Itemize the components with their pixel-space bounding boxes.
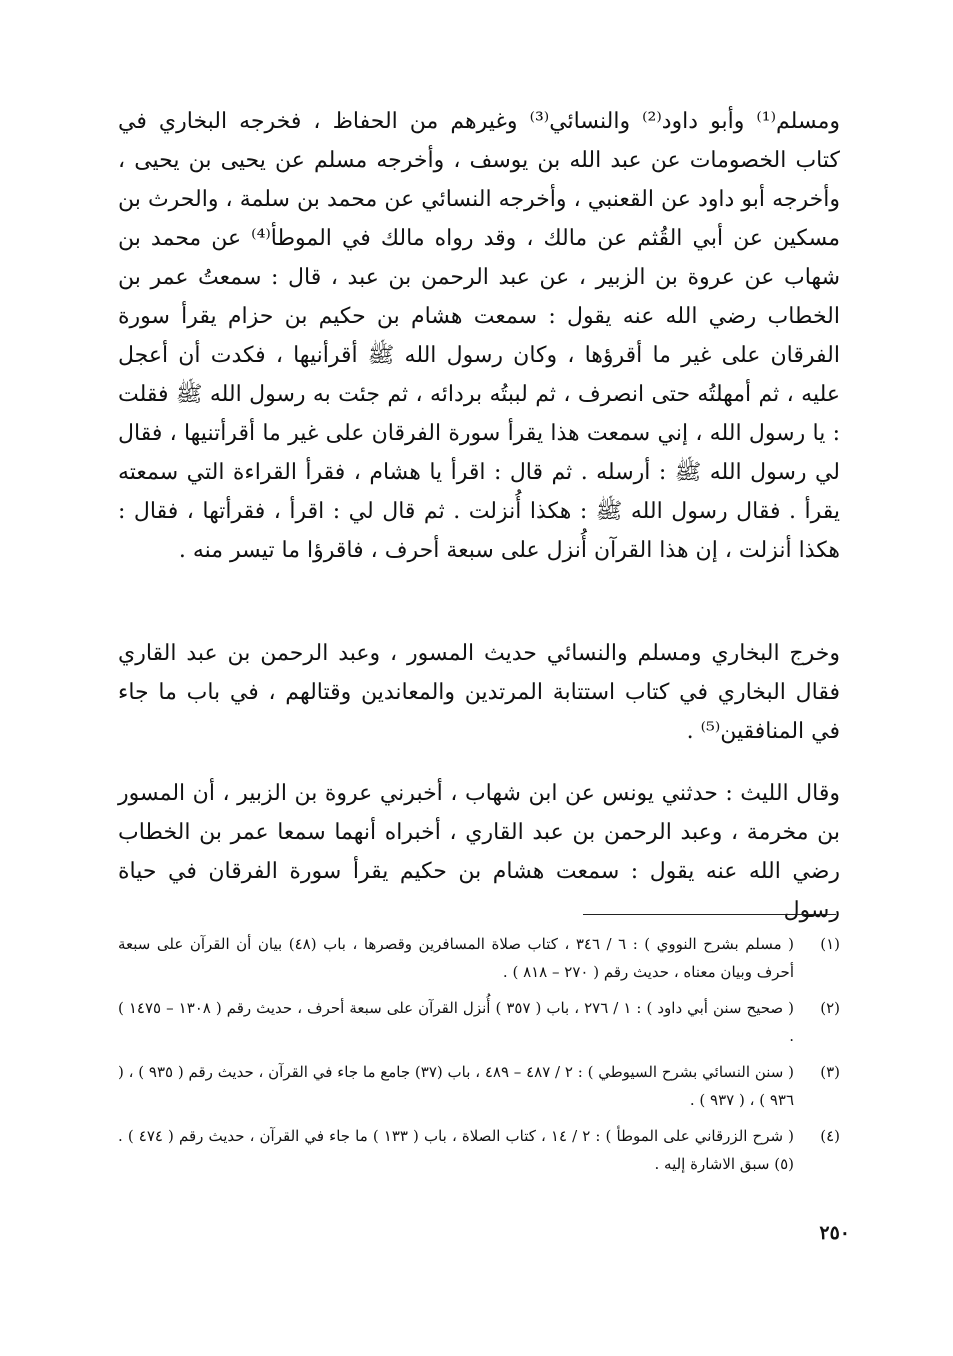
footnote-text: ( سنن النسائي بشرح السيوطي ) : ٢ / ٤٨٧ – ٤٨٩ ، باب (٣٧) جامع ما جاء في القرآن ، حديث رقم ( ٩٣٥ ) ، ( ٩٣٦ ) ، ( ٩٣٧ ) . bbox=[118, 1063, 794, 1109]
footnote-text: ( شرح الزرقاني على الموطأ ) : ٢ / ١٤ ، كتاب الصلاة ، باب ( ١٣٣ ) ما جاء في القرآن ، حديث رقم ( ٤٧٤ ) . (٥) سبق الاشارة إليه . bbox=[118, 1127, 794, 1173]
footnote-separator bbox=[583, 914, 836, 915]
main-paragraph-2: وخرج البخاري ومسلم والنسائي حديث المسور ، وعبد الرحمن بن عبد القاري فقال البخاري في كتاب استتابة المرتدين والمعاندين وقتالهم ، في باب ما جاء في المنافقين⁽⁵⁾ . bbox=[118, 641, 840, 744]
footnote-number: (٤) bbox=[820, 1127, 840, 1145]
footnote-4 bbox=[118, 1122, 840, 1178]
footnote-1 bbox=[118, 930, 840, 986]
footnote-text: ( مسلم بشرح النووي ) : ٦ / ٣٤٦ ، كتاب صلاة المسافرين وقصرها ، باب (٤٨) بيان أن القرآن على سبعة أحرف وبيان معناه ، حديث رقم ( ٢٧٠ – ٨١٨ ) . bbox=[118, 935, 795, 981]
footnote-2 bbox=[118, 994, 840, 1050]
footnote-3 bbox=[118, 1058, 840, 1114]
main-paragraph-1: ومسلم⁽¹⁾ وأبو داود⁽²⁾ والنسائي⁽³⁾ وغيرهم من الحفاظ ، فخرجه البخاري في كتاب الخصومات عن عبد الله بن يوسف ، وأخرجه مسلم عن يحيى بن يحيى ، وأخرجه أبو داود عن القعنبي ، وأخرجه النسائي عن محمد بن سلمة ، والحرث بن مسكين عن أبي القُثم عن مالك ، وقد رواه مالك في الموطأ⁽⁴⁾ عن محمد بن شهاب عن عروة بن الزبير ، عن عبد الرحمن بن عبد ، قال : سمعتُ عمر بن الخطاب رضي الله عنه يقول : سمعت هشام بن حكيم بن حزام يقرأ سورة الفرقان على غير ما أقرؤها ، وكان رسول الله ﷺ أقرأنيها ، فكدت أن أعجل عليه ، ثم أمهلتُه حتى انصرف ، ثم لببتُه بردائه ، ثم جئت به رسول الله ﷺ فقلت : يا رسول الله ، إني سمعت هذا يقرأ سورة الفرقان على غير ما أقرأتنيها ، فقال لي رسول الله ﷺ : أرسله . ثم قال : اقرأ يا هشام ، فقرأ القراءة التي سمعته يقرأ . فقال رسول الله ﷺ : هكذا أُنزلت . ثم قال لي : اقرأ ، فقرأتها ، فقال : هكذا أنزلت ، إن هذا القرآن أُنزل على سبعة أحرف ، فاقرؤا ما تيسر منه . bbox=[118, 109, 840, 563]
footnote-number: (٢) bbox=[820, 999, 840, 1017]
footnotes bbox=[118, 930, 840, 1186]
main-paragraph-3: وقال الليث : حدثني يونس عن ابن شهاب ، أخبرني عروة بن الزبير ، أن المسور بن مخرمة ، وعبد الرحمن بن عبد القاري ، أخبراه أنهما سمعا عمر بن الخطاب رضي الله عنه يقول : سمعت هشام بن حكيم يقرأ سورة الفرقان في حياة رسول bbox=[118, 781, 840, 923]
page-number: ٢٥٠ bbox=[819, 1222, 850, 1244]
footnote-number: (٣) bbox=[820, 1063, 840, 1081]
footnote-number: (١) bbox=[820, 935, 840, 953]
footnote-text: ( صحيح سنن أبي داود ) : ١ / ٢٧٦ ، باب ( ٣٥٧ ) أُنزل القرآن على سبعة أحرف ، حديث رقم ( ١٣٠٨ – ١٤٧٥ ) . bbox=[118, 999, 794, 1045]
